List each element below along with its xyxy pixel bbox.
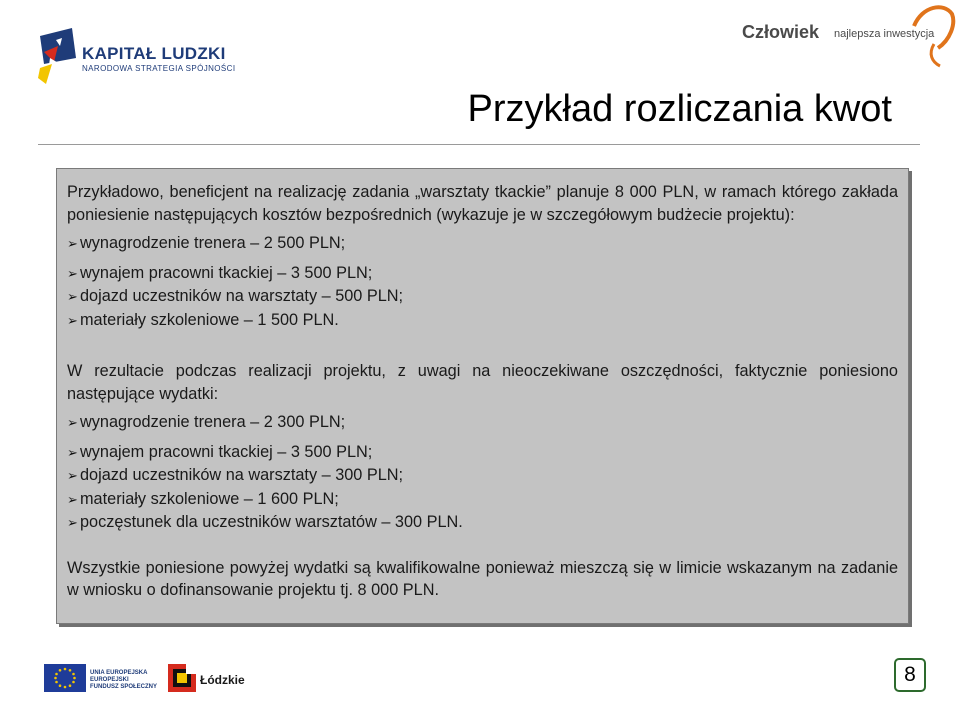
arrow-bullet-icon: ➢ xyxy=(67,515,78,530)
arrow-bullet-icon: ➢ xyxy=(67,289,78,304)
planned-costs-list xyxy=(67,232,898,332)
list-item: ➢ wynagrodzenie trenera – 2 500 PLN; xyxy=(67,232,898,256)
list-item: ➢ wynagrodzenie trenera – 2 300 PLN; xyxy=(67,411,898,435)
arrow-bullet-icon: ➢ xyxy=(67,491,78,507)
lodzkie-emblem-icon xyxy=(168,664,196,692)
kapital-ludzki-emblem-icon xyxy=(36,28,80,88)
actual-costs-list xyxy=(67,411,898,535)
kapital-ludzki-title: KAPITAŁ LUDZKI xyxy=(82,44,226,63)
arrow-bullet-icon: ➢ xyxy=(67,468,78,483)
arrow-bullet-icon: ➢ xyxy=(67,312,78,328)
list-item: ➢ poczęstunek dla uczestników warsztatów – 300 PLN. xyxy=(67,511,898,535)
arrow-bullet-icon: ➢ xyxy=(67,236,78,251)
list-item: ➢ materiały szkoleniowe – 1 500 PLN. xyxy=(67,309,898,333)
content-box xyxy=(56,168,909,624)
czlowiek-logo-tagline: najlepsza inwestycja xyxy=(834,28,935,40)
page-number: 8 xyxy=(894,658,926,692)
list-item: ➢ dojazd uczestników na warsztaty – 300 PLN; xyxy=(67,464,898,488)
czlowiek-logo-main: Człowiek xyxy=(742,22,820,42)
slide-title: Przykład rozliczania kwot xyxy=(467,88,892,130)
arrow-bullet-icon: ➢ xyxy=(67,265,78,281)
title-divider xyxy=(38,144,920,145)
list-item: ➢ wynajem pracowni tkackiej – 3 500 PLN; xyxy=(67,262,898,286)
arrow-bullet-icon: ➢ xyxy=(67,415,78,430)
lodzkie-logo-text: Łódzkie xyxy=(200,673,245,687)
czlowiek-swirl-icon xyxy=(910,4,956,68)
result-paragraph: W rezultacie podczas realizacji projektu, z uwagi na nieoczekiwane oszczędności, faktycznie poniesiono następujące wydatki: xyxy=(67,362,898,403)
conclusion-paragraph: Wszystkie poniesione powyżej wydatki są kwalifikowalne ponieważ mieszczą się w limicie wskazanym na zadanie w wniosku o dofinansowanie projektu tj. 8 000 PLN. xyxy=(67,558,898,599)
list-item: ➢ materiały szkoleniowe – 1 600 PLN; xyxy=(67,488,898,512)
czlowiek-logo xyxy=(742,4,956,68)
kapital-ludzki-logo xyxy=(36,28,236,92)
intro-paragraph: Przykładowo, beneficjent na realizację zadania „warsztaty tkackie” planuje 8 000 PLN, w ramach którego zakłada poniesienie następujących kosztów bezpośrednich (wykazuje je w szczegółowym budżecie projektu): xyxy=(67,183,898,224)
arrow-bullet-icon: ➢ xyxy=(67,444,78,460)
eu-flag-icon xyxy=(44,664,86,692)
eu-logo-text: UNIA EUROPEJSKA EUROPEJSKI FUNDUSZ SPOŁECZNY xyxy=(90,670,158,690)
list-item: ➢ dojazd uczestników na warsztaty – 500 PLN; xyxy=(67,285,898,309)
kapital-ludzki-subtitle: NARODOWA STRATEGIA SPÓJNOŚCI xyxy=(82,64,236,73)
list-item: ➢ wynajem pracowni tkackiej – 3 500 PLN; xyxy=(67,441,898,465)
